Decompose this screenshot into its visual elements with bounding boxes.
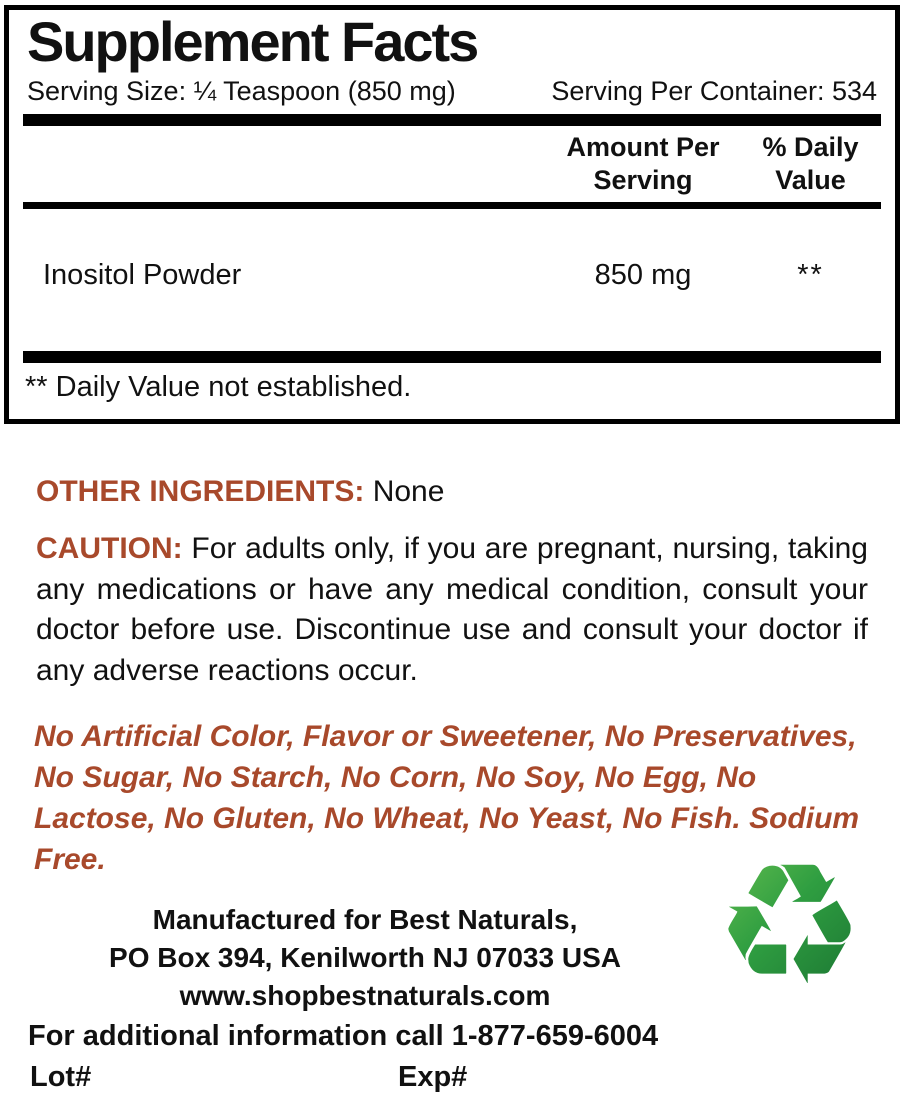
supplement-facts-panel (4, 5, 900, 424)
manufacturer-line: Manufactured for Best Naturals, (152, 904, 578, 935)
header-spacer (21, 131, 548, 197)
claims-text: No Artificial Color, Flavor or Sweetener, No Preservatives, No Sugar, No Starch, No Corn, No Soy, No Egg, No Lactose, No Gluten, No Wheat, No Yeast, No Fish. Sodium Free. (34, 720, 860, 876)
serving-line: Serving (593, 165, 693, 195)
percent-daily-line: % Daily (762, 132, 859, 162)
divider-thick-top (23, 114, 881, 126)
column-header-row (21, 126, 883, 202)
divider-thick-bottom (23, 351, 881, 363)
table-row (21, 259, 883, 291)
servings-per-container: Serving Per Container: 534 (551, 76, 877, 106)
panel-title: Supplement Facts (27, 10, 478, 73)
lot-exp-row (30, 1059, 904, 1095)
amount-per-line: Amount Per (566, 132, 720, 162)
other-ingredients-label: OTHER INGREDIENTS: (36, 475, 365, 508)
value-line: Value (775, 165, 846, 195)
column-header-amount (548, 131, 738, 197)
daily-value-footnote: ** Daily Value not established. (25, 371, 412, 403)
column-header-daily-value (738, 131, 883, 197)
serving-row (21, 74, 883, 106)
exp-label: Exp# (398, 1061, 468, 1093)
ingredient-daily-value: ** (797, 259, 824, 291)
other-ingredients-value: None (372, 475, 445, 508)
divider-medium (23, 202, 881, 209)
website-line: www.shopbestnaturals.com (179, 980, 551, 1011)
recycle-icon: ♻ (702, 838, 877, 1013)
caution-paragraph (36, 529, 868, 691)
caution-label: CAUTION: (36, 532, 183, 565)
serving-size: Serving Size: ¼ Teaspoon (850 mg) (27, 76, 456, 106)
other-ingredients-line (36, 474, 868, 510)
address-line: PO Box 394, Kenilworth NJ 07033 USA (109, 942, 621, 973)
phone-line: For additional information call 1-877-659-6004 (28, 1020, 659, 1052)
ingredient-name: Inositol Powder (43, 259, 242, 291)
lot-label: Lot# (30, 1061, 92, 1093)
ingredient-amount: 850 mg (594, 259, 692, 291)
caution-text: For adults only, if you are pregnant, nursing, taking any medications or have any medical condition, consult your doctor before use. Discontinue use and consult your doctor if any adverse reactions occur. (36, 532, 868, 687)
